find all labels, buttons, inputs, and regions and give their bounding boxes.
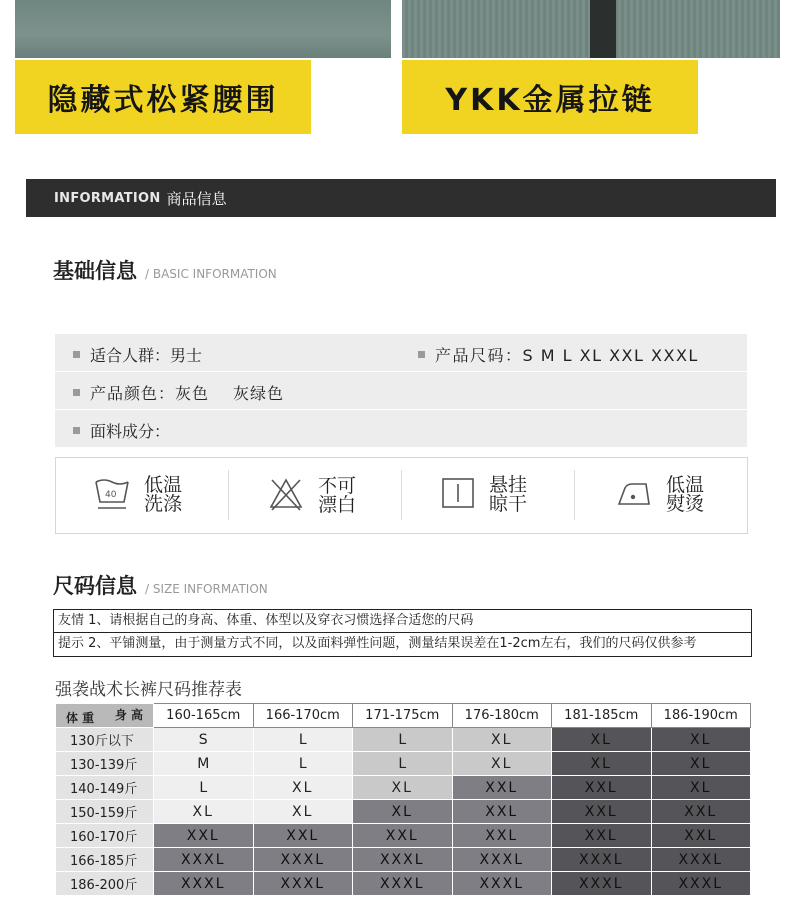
sizes-text: 产品尺码：S M L XL XXL XXXL: [435, 346, 699, 365]
column-header: 186-190cm: [651, 704, 751, 728]
crowd-item: [73, 343, 202, 366]
size-cell: XL: [651, 728, 751, 752]
care-dry: [441, 476, 527, 514]
care-dry-line-2: 晾干: [489, 493, 528, 515]
size-cell: XXXL: [353, 872, 453, 896]
bullet-icon: [73, 427, 80, 434]
size-cell: XXL: [452, 800, 552, 824]
care-wash: [94, 476, 182, 514]
size-cell: L: [253, 728, 353, 752]
care-iron-label: [666, 476, 704, 514]
size-notice-line-1: 友情 1、请根据自己的身高、体重、体型以及穿衣习惯选择合适您的尺码: [54, 610, 751, 633]
size-cell: XL: [154, 800, 254, 824]
weight-label: 160-170斤: [56, 824, 154, 848]
feature-label-waistband: 隐藏式松紧腰围: [15, 60, 311, 134]
column-header: 171-175cm: [353, 704, 453, 728]
care-instructions: [55, 457, 748, 534]
table-row: [56, 872, 751, 896]
basic-info-row-2: [55, 372, 747, 410]
size-table-body: [56, 728, 751, 896]
corner-weight-label: 体 重: [66, 711, 95, 725]
size-cell: XXXL: [651, 848, 751, 872]
care-bleach-line-2: 漂白: [318, 494, 357, 516]
size-table-title: 强袭战术长裤尺码推荐表: [55, 680, 242, 700]
size-info-title: [53, 570, 268, 600]
size-cell: XXL: [552, 800, 652, 824]
basic-info-row-1: [55, 334, 747, 372]
size-cell: XL: [353, 800, 453, 824]
size-cell: XXL: [353, 824, 453, 848]
fabric-text: 面料成分：: [90, 422, 171, 441]
size-cell: XXXL: [253, 848, 353, 872]
basic-info-title-text: 基础信息: [53, 259, 137, 283]
zipper-photo: [402, 0, 780, 58]
size-cell: XXXL: [552, 848, 652, 872]
size-cell: XL: [552, 728, 652, 752]
table-row: [56, 752, 751, 776]
care-wash-label: [144, 476, 182, 514]
care-iron-line-2: 熨烫: [666, 493, 705, 515]
wash-40-icon: [94, 476, 130, 514]
size-cell: M: [154, 752, 254, 776]
table-row: [56, 776, 751, 800]
care-dry-line-1: 悬挂: [489, 474, 528, 496]
size-cell: XXXL: [154, 848, 254, 872]
table-row: [56, 800, 751, 824]
bullet-icon: [73, 351, 80, 358]
bullet-icon: [418, 351, 425, 358]
size-notice: [53, 609, 752, 657]
size-cell: L: [154, 776, 254, 800]
care-divider: [574, 470, 575, 520]
care-iron: [616, 476, 704, 514]
size-cell: XL: [253, 776, 353, 800]
feature-label-zipper: YKK金属拉链: [402, 60, 698, 134]
size-cell: L: [353, 728, 453, 752]
wash-temp-label: 40: [105, 490, 117, 500]
size-cell: XXL: [452, 824, 552, 848]
basic-info-box: [55, 334, 747, 447]
size-cell: XXXL: [452, 848, 552, 872]
colors-item: [73, 381, 284, 404]
information-bar-en: INFORMATION: [54, 190, 161, 206]
size-cell: XL: [651, 752, 751, 776]
size-cell: XXL: [651, 800, 751, 824]
column-header: 166-170cm: [253, 704, 353, 728]
crowd-text: 适合人群：男士: [90, 346, 203, 365]
sizes-item: [418, 343, 699, 366]
size-cell: XL: [651, 776, 751, 800]
waistband-photo: [15, 0, 391, 58]
care-bleach-label: [318, 477, 356, 515]
information-bar: [26, 179, 776, 217]
basic-info-subtitle: / BASIC INFORMATION: [145, 267, 277, 281]
size-cell: XXL: [154, 824, 254, 848]
size-cell: XXXL: [651, 872, 751, 896]
size-cell: XL: [353, 776, 453, 800]
corner-height-label: 身 高: [114, 708, 143, 722]
weight-label: 130-139斤: [56, 752, 154, 776]
fabric-item: [73, 419, 170, 442]
table-row: [56, 848, 751, 872]
colors-text: 产品颜色：灰色: [90, 384, 210, 403]
size-cell: XXL: [552, 776, 652, 800]
colors-text-2: 灰绿色: [233, 384, 285, 403]
column-header: 160-165cm: [154, 704, 254, 728]
table-corner: [56, 704, 154, 728]
weight-label: 140-149斤: [56, 776, 154, 800]
size-cell: XXL: [651, 824, 751, 848]
care-wash-line-2: 洗涤: [144, 493, 183, 515]
hang-dry-icon: [441, 476, 475, 514]
size-cell: XL: [552, 752, 652, 776]
bullet-icon: [73, 389, 80, 396]
size-cell: XXL: [253, 824, 353, 848]
size-table-header: [56, 704, 751, 728]
weight-label: 130斤以下: [56, 728, 154, 752]
size-cell: XL: [452, 728, 552, 752]
size-cell: XXL: [452, 776, 552, 800]
size-table: [55, 703, 751, 896]
no-bleach-icon: [268, 476, 304, 516]
size-cell: L: [353, 752, 453, 776]
size-cell: XL: [452, 752, 552, 776]
table-row: [56, 728, 751, 752]
size-cell: XXL: [552, 824, 652, 848]
size-cell: XXXL: [552, 872, 652, 896]
column-header: 176-180cm: [452, 704, 552, 728]
table-row: [56, 824, 751, 848]
weight-label: 166-185斤: [56, 848, 154, 872]
care-dry-label: [489, 476, 527, 514]
information-bar-zh: 商品信息: [166, 189, 227, 208]
care-wash-line-1: 低温: [144, 474, 183, 496]
care-divider: [228, 470, 229, 520]
size-cell: XXXL: [452, 872, 552, 896]
weight-label: 186-200斤: [56, 872, 154, 896]
size-cell: L: [253, 752, 353, 776]
size-cell: XL: [253, 800, 353, 824]
size-info-title-text: 尺码信息: [53, 574, 137, 598]
size-cell: XXXL: [353, 848, 453, 872]
weight-label: 150-159斤: [56, 800, 154, 824]
size-cell: XXXL: [253, 872, 353, 896]
care-iron-line-1: 低温: [666, 474, 705, 496]
zipper-detail: [590, 0, 616, 58]
basic-info-title: [53, 255, 277, 285]
care-divider: [401, 470, 402, 520]
basic-info-row-3: [55, 410, 747, 447]
size-cell: XXXL: [154, 872, 254, 896]
size-cell: S: [154, 728, 254, 752]
care-bleach: [268, 476, 356, 516]
low-iron-icon: [616, 476, 652, 514]
size-info-subtitle: / SIZE INFORMATION: [145, 582, 268, 596]
care-bleach-line-1: 不可: [318, 475, 357, 497]
size-notice-line-2: 提示 2、平铺测量，由于测量方式不同，以及面料弹性问题，测量结果误差在1-2cm左右，我们的尺码仅供参考: [58, 636, 697, 651]
column-header: 181-185cm: [552, 704, 652, 728]
